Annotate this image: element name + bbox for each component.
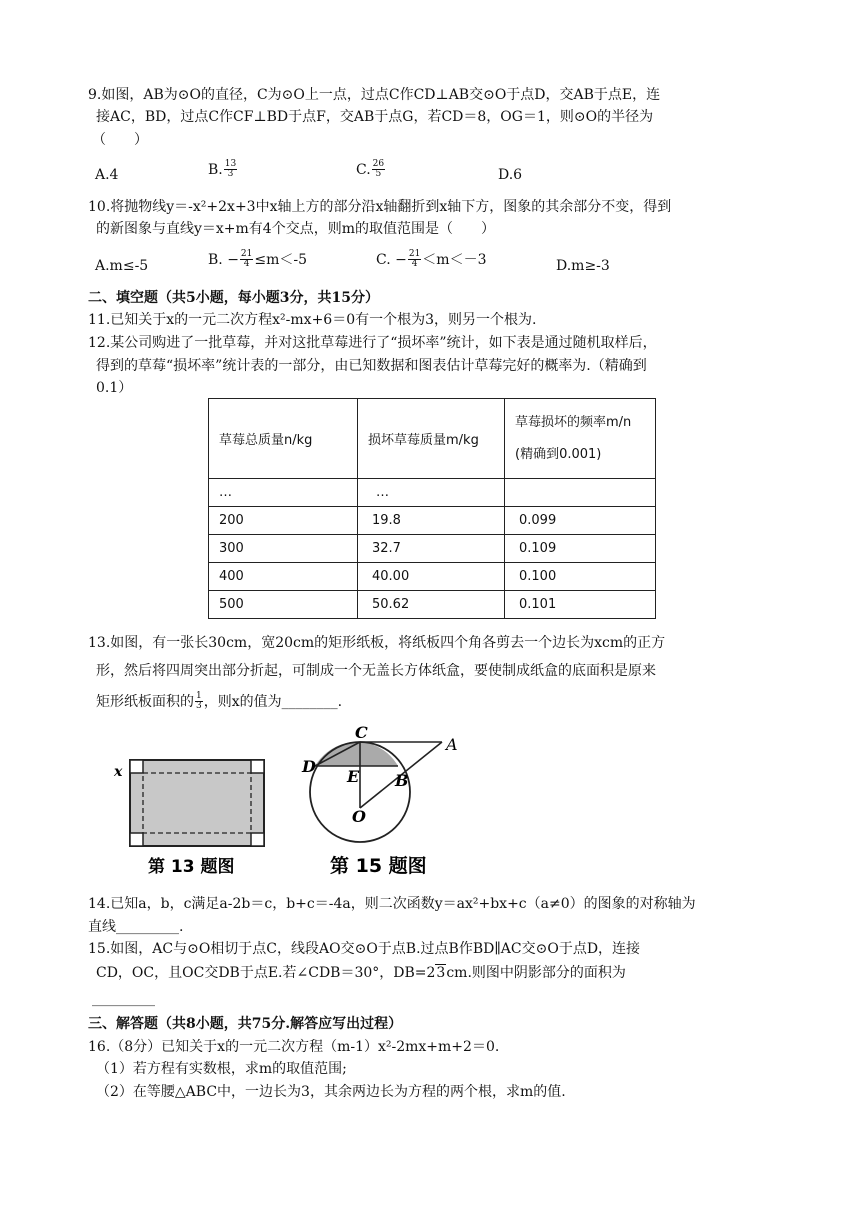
section2-heading: 二、填空题（共5小题，每小题3分，共15分） bbox=[88, 290, 379, 306]
q16-line1: 16.（8分）已知关于x的一元二次方程（m-1）x²-2mx+m+2＝0. bbox=[88, 1039, 500, 1055]
label-c: C bbox=[355, 723, 368, 742]
figure-13-rectangle bbox=[108, 750, 276, 880]
header-frequency-note: (精确到0.001) bbox=[515, 446, 602, 462]
header-frequency-title: 草莓损坏的频率m/n bbox=[515, 414, 632, 430]
table-cell: 0.099 bbox=[505, 507, 656, 535]
q9-option-b: B. $\frac{13}{3}$ bbox=[208, 159, 237, 180]
label-o: O bbox=[352, 807, 366, 826]
q12-line3: 0.1） bbox=[96, 380, 133, 396]
q10-option-d: D.m≥-3 bbox=[556, 258, 610, 274]
corner-cut bbox=[251, 833, 264, 846]
header-total-mass: 草莓总质量n/kg bbox=[209, 399, 358, 479]
figure-15-circle bbox=[300, 720, 480, 880]
table-row bbox=[209, 563, 656, 591]
q12-line2: 得到的草莓“损坏率”统计表的一部分，由已知数据和图表估计草莓完好的概率为.（精确到 bbox=[96, 358, 647, 374]
table-cell: 32.7 bbox=[358, 535, 505, 563]
q9-option-d: D.6 bbox=[498, 167, 523, 183]
q13-line3: 矩形纸板面积的 $\frac{1}{3}$ ，则x的值为________. bbox=[96, 691, 343, 712]
figure-15-caption: 第 15 题图 bbox=[330, 855, 427, 877]
table-cell: 200 bbox=[209, 507, 358, 535]
table-cell: 0.100 bbox=[505, 563, 656, 591]
q9-option-c: C. $\frac{26}{5}$ bbox=[356, 159, 385, 180]
sqrt-radicand: 3 bbox=[436, 965, 446, 981]
table-cell: 0.109 bbox=[505, 535, 656, 563]
corner-cut bbox=[130, 833, 143, 846]
table-cell: … bbox=[358, 479, 505, 507]
corner-cut bbox=[251, 760, 264, 773]
table-cell: … bbox=[209, 479, 358, 507]
table-row bbox=[209, 591, 656, 619]
q15-line1: 15.如图，AC与⊙O相切于点C，线段AO交⊙O于点B.过点B作BD∥AC交⊙O于点D，连接 bbox=[88, 941, 641, 957]
q10-option-b: B. − $\frac{21}{4}$ ≤m＜-5 bbox=[208, 249, 308, 270]
q15-line2: CD，OC，且OC交DB于点E.若∠CDB＝30°，DB=23cm.则图中阴影部分的面积为 bbox=[96, 965, 626, 981]
q10-line2: 的新图象与直线y＝x+m有4个交点，则m的取值范围是（ ） bbox=[96, 221, 495, 237]
q9-option-a: A.4 bbox=[95, 167, 119, 183]
table-cell: 40.00 bbox=[358, 563, 505, 591]
label-b: B bbox=[395, 771, 409, 790]
label-a: A bbox=[446, 735, 458, 754]
table-cell: 19.8 bbox=[358, 507, 505, 535]
q15-line3: _________ bbox=[92, 991, 155, 1007]
q13-line2: 形，然后将四周突出部分折起，可制成一个无盖长方体纸盒，要使制成纸盒的底面积是原来 bbox=[96, 663, 656, 679]
q10-line1: 10.将抛物线y＝-x²+2x+3中x轴上方的部分沿x轴翻折到x轴下方，图象的其余部分不变，得到 bbox=[88, 199, 672, 215]
table-cell: 300 bbox=[209, 535, 358, 563]
header-frequency bbox=[505, 399, 656, 479]
q16-line2: （1）若方程有实数根，求m的取值范围; bbox=[96, 1061, 347, 1077]
q10-option-c: C. − $\frac{21}{4}$ ＜m＜－3 bbox=[376, 249, 487, 270]
strawberry-table bbox=[208, 398, 656, 619]
label-d: D bbox=[302, 757, 316, 776]
q11-text: 11.已知关于x的一元二次方程x²-mx+6＝0有一个根为3，则另一个根为. bbox=[88, 312, 537, 328]
q12-line1: 12.某公司购进了一批草莓，并对这批草莓进行了“损坏率”统计，如下表是通过随机取样后， bbox=[88, 335, 657, 351]
table-row bbox=[209, 535, 656, 563]
table-row bbox=[209, 479, 656, 507]
q14-line2: 直线_________. bbox=[88, 919, 184, 935]
figure-13-caption: 第 13 题图 bbox=[148, 857, 235, 877]
table-row bbox=[209, 507, 656, 535]
table-header-row bbox=[209, 399, 656, 479]
q9-line2: 接AC，BD，过点C作CF⊥BD于点F，交AB于点G，若CD＝8，OG＝1，则⊙O的半径为 bbox=[96, 109, 654, 125]
table-cell: 500 bbox=[209, 591, 358, 619]
table-cell: 400 bbox=[209, 563, 358, 591]
table-cell: 50.62 bbox=[358, 591, 505, 619]
q9-line3: （ ） bbox=[92, 132, 148, 148]
label-x: x bbox=[114, 764, 123, 780]
section3-heading: 三、解答题（共8小题，共75分.解答应写出过程） bbox=[88, 1016, 403, 1032]
q14-line1: 14.已知a，b，c满足a-2b＝c，b+c＝-4a，则二次函数y＝ax²+bx+c（a≠0）的图象的对称轴为 bbox=[88, 896, 696, 912]
table-cell: 0.101 bbox=[505, 591, 656, 619]
label-e: E bbox=[347, 767, 360, 786]
header-damaged-mass: 损坏草莓质量m/kg bbox=[358, 399, 505, 479]
q16-line3: （2）在等腰△ABC中，一边长为3，其余两边长为方程的两个根，求m的值. bbox=[96, 1084, 566, 1100]
table-cell bbox=[505, 479, 656, 507]
q9-line1: 9.如图，AB为⊙O的直径，C为⊙O上一点，过点C作CD⊥AB交⊙O于点D，交AB于点E，连 bbox=[88, 87, 661, 103]
q13-line1: 13.如图，有一张长30cm，宽20cm的矩形纸板，将纸板四个角各剪去一个边长为xcm的正方 bbox=[88, 635, 666, 651]
corner-cut bbox=[130, 760, 143, 773]
q10-option-a: A.m≤-5 bbox=[95, 258, 149, 274]
